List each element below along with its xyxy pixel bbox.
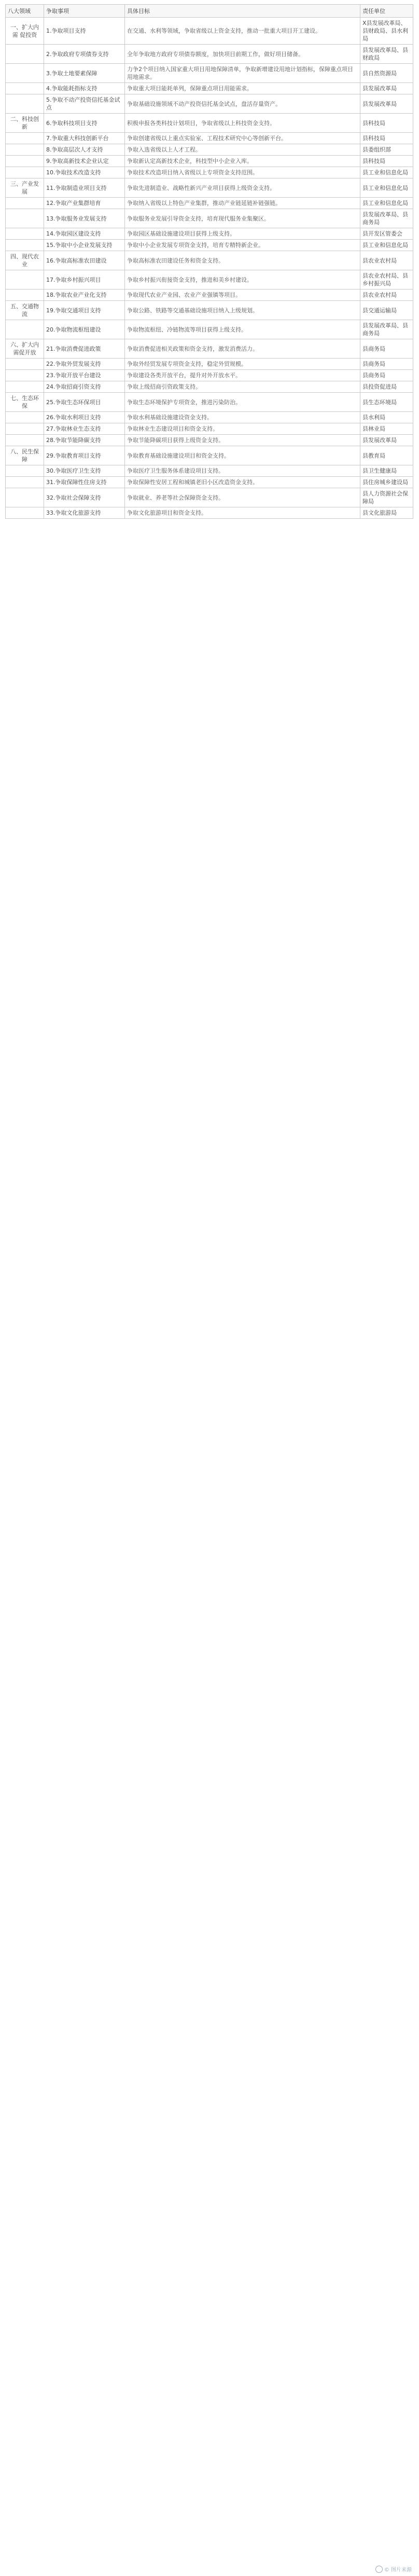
table-row — [6, 144, 413, 156]
table-row — [6, 370, 413, 381]
area-cell: 五、交通物流 — [6, 301, 44, 320]
area-cell — [6, 167, 44, 178]
unit-cell: 县发展改革局 — [360, 435, 413, 446]
table-row — [6, 198, 413, 209]
area-cell — [6, 435, 44, 446]
unit-cell: 县发展改革局、县商务局 — [360, 209, 413, 228]
unit-cell: 县交通运输局 — [360, 301, 413, 320]
item-cell: 4.争取能耗指标支持 — [44, 83, 125, 94]
area-cell — [6, 359, 44, 370]
unit-cell: 县工业和信息化局 — [360, 178, 413, 198]
unit-cell: 县农业农村局 — [360, 290, 413, 301]
item-cell: 27.争取林业生态支持 — [44, 423, 125, 435]
table-row — [6, 240, 413, 251]
goal-cell: 争取乡村振兴衔接资金支持，推进和美乡村建设。 — [125, 270, 360, 290]
table-header-row — [6, 5, 413, 18]
table-row — [6, 393, 413, 412]
table-row — [6, 133, 413, 144]
table-row — [6, 320, 413, 339]
table-row — [6, 339, 413, 359]
table-row — [6, 251, 413, 270]
unit-cell: 县林业局 — [360, 423, 413, 435]
goal-cell: 争取纳入省级以上特色产业集群，推动产业链延链补链强链。 — [125, 198, 360, 209]
goal-cell: 争取生态环境保护专项资金，推进污染防治。 — [125, 393, 360, 412]
item-cell: 11.争取制造业项目支持 — [44, 178, 125, 198]
table-body — [6, 18, 413, 519]
goal-cell: 力争2个项目纳入国家重大项目用地保障清单，争取新增建设用地计划指标，保障重点项目用地需求。 — [125, 64, 360, 83]
area-cell — [6, 144, 44, 156]
unit-cell: 县科技局 — [360, 114, 413, 133]
item-cell: 8.争取高层次人才支持 — [44, 144, 125, 156]
table-row — [6, 290, 413, 301]
watermark-text: © 图片来源 — [384, 2567, 412, 2573]
watermark-logo-icon — [375, 2566, 383, 2573]
goal-cell: 争取教育基础设施建设项目和资金支持。 — [125, 446, 360, 465]
table-row — [6, 465, 413, 477]
unit-cell: 县工业和信息化局 — [360, 167, 413, 178]
item-cell: 25.争取生态环保项目 — [44, 393, 125, 412]
unit-cell: 县人力资源社会保障局 — [360, 488, 413, 507]
item-cell: 28.争取节能降碳支持 — [44, 435, 125, 446]
unit-cell: 县开发区管委会 — [360, 228, 413, 240]
table-row — [6, 381, 413, 393]
goal-cell: 在交通、水利等领域，争取省级以上资金支持，推动一批重大项目开工建设。 — [125, 18, 360, 45]
unit-cell: 县科技局 — [360, 156, 413, 167]
item-cell: 2.争取政府专项债券支持 — [44, 45, 125, 64]
item-cell: 29.争取教育项目支持 — [44, 446, 125, 465]
goal-cell: 争取新认定高新技术企业，科技型中小企业入库。 — [125, 156, 360, 167]
table-row — [6, 114, 413, 133]
goal-cell: 争取水利基础设施建设资金支持。 — [125, 412, 360, 423]
item-cell: 1.争取项目支持 — [44, 18, 125, 45]
area-cell — [6, 45, 44, 64]
item-cell: 26.争取水利项目支持 — [44, 412, 125, 423]
table-row — [6, 18, 413, 45]
table-row — [6, 423, 413, 435]
area-cell — [6, 381, 44, 393]
item-cell: 33.争取文化旅游支持 — [44, 507, 125, 519]
goal-cell: 争取高标准农田建设任务和资金支持。 — [125, 251, 360, 270]
item-cell: 13.争取服务业发展支持 — [44, 209, 125, 228]
goal-cell: 争取中小企业发展专项资金支持，培育专精特新企业。 — [125, 240, 360, 251]
table-row — [6, 228, 413, 240]
goal-cell: 争取建设各类开放平台，提升对外开放水平。 — [125, 370, 360, 381]
area-cell — [6, 320, 44, 339]
table-row — [6, 359, 413, 370]
area-cell — [6, 83, 44, 94]
area-cell — [6, 412, 44, 423]
goal-cell: 争取先进制造业、战略性新兴产业项目获得上级资金支持。 — [125, 178, 360, 198]
area-cell — [6, 240, 44, 251]
table-row — [6, 477, 413, 488]
goal-cell: 争取创建省级以上重点实验室、工程技术研究中心等创新平台。 — [125, 133, 360, 144]
item-cell: 15.争取中小企业发展支持 — [44, 240, 125, 251]
header-unit: 责任单位 — [360, 5, 413, 18]
table-row — [6, 45, 413, 64]
unit-cell: 县住房城乡建设局 — [360, 477, 413, 488]
goal-cell: 争取物流枢纽、冷链物流等项目获得上级支持。 — [125, 320, 360, 339]
item-cell: 3.争取土地要素保障 — [44, 64, 125, 83]
unit-cell: 县商务局 — [360, 339, 413, 359]
goal-cell: 争取入选省级以上人才工程。 — [125, 144, 360, 156]
table-row — [6, 178, 413, 198]
table-row — [6, 301, 413, 320]
unit-cell: 县发展改革局 — [360, 83, 413, 94]
table-row — [6, 270, 413, 290]
item-cell: 20.争取物流枢纽建设 — [44, 320, 125, 339]
area-cell — [6, 270, 44, 290]
item-cell: 23.争取开放平台建设 — [44, 370, 125, 381]
unit-cell: X县发展改革局、县财政局、县水利局 — [360, 18, 413, 45]
item-cell: 14.争取园区建设支持 — [44, 228, 125, 240]
item-cell: 18.争取农业产业化支持 — [44, 290, 125, 301]
area-cell — [6, 488, 44, 507]
item-cell: 21.争取消费促进政策 — [44, 339, 125, 359]
header-item: 争取事项 — [44, 5, 125, 18]
unit-cell: 县发展改革局、县商务局 — [360, 320, 413, 339]
header-goal: 具体目标 — [125, 5, 360, 18]
unit-cell: 县自然资源局 — [360, 64, 413, 83]
header-area: 八大领域 — [6, 5, 44, 18]
goal-cell: 争取消费促进相关政策和资金支持，激发消费活力。 — [125, 339, 360, 359]
area-cell — [6, 198, 44, 209]
table-row — [6, 156, 413, 167]
item-cell: 6.争取科技项目支持 — [44, 114, 125, 133]
goal-cell: 争取公路、铁路等交通基础设施项目纳入上级规划。 — [125, 301, 360, 320]
unit-cell: 县工业和信息化局 — [360, 198, 413, 209]
table-row — [6, 412, 413, 423]
item-cell: 31.争取保障性住房支持 — [44, 477, 125, 488]
unit-cell: 县工业和信息化局 — [360, 240, 413, 251]
area-cell: 六、扩大内需促开放 — [6, 339, 44, 359]
area-cell: 八、民生保障 — [6, 446, 44, 465]
unit-cell: 县投资促进局 — [360, 381, 413, 393]
area-cell — [6, 507, 44, 519]
goal-cell: 争取重大项目能耗单列，保障重点项目用能需求。 — [125, 83, 360, 94]
area-cell — [6, 64, 44, 83]
area-cell — [6, 477, 44, 488]
item-cell: 17.争取乡村振兴项目 — [44, 270, 125, 290]
unit-cell: 县农业农村局、县乡村振兴局 — [360, 270, 413, 290]
item-cell: 24.争取招商引资支持 — [44, 381, 125, 393]
unit-cell: 县发展改革局、县财政局 — [360, 45, 413, 64]
area-cell — [6, 94, 44, 114]
goal-cell: 积极申报各类科技计划项目，争取省级以上科技资金支持。 — [125, 114, 360, 133]
goal-cell: 争取园区基础设施建设项目获得上级支持。 — [125, 228, 360, 240]
watermark — [375, 2565, 412, 2573]
table-row — [6, 83, 413, 94]
area-cell: 一、扩大内需 促投资 — [6, 18, 44, 45]
unit-cell: 县卫生健康局 — [360, 465, 413, 477]
area-cell — [6, 209, 44, 228]
item-cell: 9.争取高新技术企业认定 — [44, 156, 125, 167]
area-cell — [6, 156, 44, 167]
unit-cell: 县委组织部 — [360, 144, 413, 156]
item-cell: 12.争取产业集群培育 — [44, 198, 125, 209]
unit-cell: 县商务局 — [360, 359, 413, 370]
area-cell — [6, 228, 44, 240]
goal-cell: 争取保障性安居工程和城镇老旧小区改造资金支持。 — [125, 477, 360, 488]
table-row — [6, 507, 413, 519]
policy-table — [5, 4, 413, 519]
item-cell: 10.争取技术改造支持 — [44, 167, 125, 178]
area-cell — [6, 133, 44, 144]
goal-cell: 争取医疗卫生服务体系建设项目支持。 — [125, 465, 360, 477]
unit-cell: 县教育局 — [360, 446, 413, 465]
goal-cell: 争取外经贸发展专项资金支持，稳定外贸规模。 — [125, 359, 360, 370]
item-cell: 22.争取外贸发展支持 — [44, 359, 125, 370]
unit-cell: 县生态环境局 — [360, 393, 413, 412]
goal-cell: 全年争取地方政府专项债券额度，加快项目前期工作，做好项目储备。 — [125, 45, 360, 64]
unit-cell: 县商务局 — [360, 370, 413, 381]
table-row — [6, 64, 413, 83]
item-cell: 19.争取交通项目支持 — [44, 301, 125, 320]
item-cell: 32.争取社会保障支持 — [44, 488, 125, 507]
goal-cell: 争取上级招商引资政策支持。 — [125, 381, 360, 393]
goal-cell: 争取技术改造项目纳入省级以上专项资金支持范围。 — [125, 167, 360, 178]
area-cell: 四、现代农业 — [6, 251, 44, 270]
unit-cell: 县发展改革局 — [360, 94, 413, 114]
table-row — [6, 446, 413, 465]
goal-cell: 争取现代农业产业园、农业产业强镇等项目。 — [125, 290, 360, 301]
area-cell: 七、生态环保 — [6, 393, 44, 412]
item-cell: 7.争取重大科技创新平台 — [44, 133, 125, 144]
goal-cell: 争取林业生态建设项目和资金支持。 — [125, 423, 360, 435]
area-cell: 二、科技创新 — [6, 114, 44, 133]
table-row — [6, 488, 413, 507]
table-row — [6, 435, 413, 446]
area-cell — [6, 423, 44, 435]
unit-cell: 县水利局 — [360, 412, 413, 423]
table-row — [6, 167, 413, 178]
item-cell: 30.争取医疗卫生支持 — [44, 465, 125, 477]
table-row — [6, 209, 413, 228]
area-cell — [6, 465, 44, 477]
item-cell: 5.争取不动产投资信托基金试点 — [44, 94, 125, 114]
area-cell: 三、产业发展 — [6, 178, 44, 198]
goal-cell: 争取文化旅游项目和资金支持。 — [125, 507, 360, 519]
item-cell: 16.争取高标准农田建设 — [44, 251, 125, 270]
area-cell — [6, 370, 44, 381]
goal-cell: 争取就业、养老等社会保障资金支持。 — [125, 488, 360, 507]
table-row — [6, 94, 413, 114]
unit-cell: 县科技局 — [360, 133, 413, 144]
goal-cell: 争取服务业发展引导资金支持，培育现代服务业集聚区。 — [125, 209, 360, 228]
area-cell — [6, 290, 44, 301]
unit-cell: 县文化旅游局 — [360, 507, 413, 519]
unit-cell: 县农业农村局 — [360, 251, 413, 270]
goal-cell: 争取节能降碳项目获得上级资金支持。 — [125, 435, 360, 446]
goal-cell: 争取基础设施领域不动产投资信托基金试点，盘活存量资产。 — [125, 94, 360, 114]
